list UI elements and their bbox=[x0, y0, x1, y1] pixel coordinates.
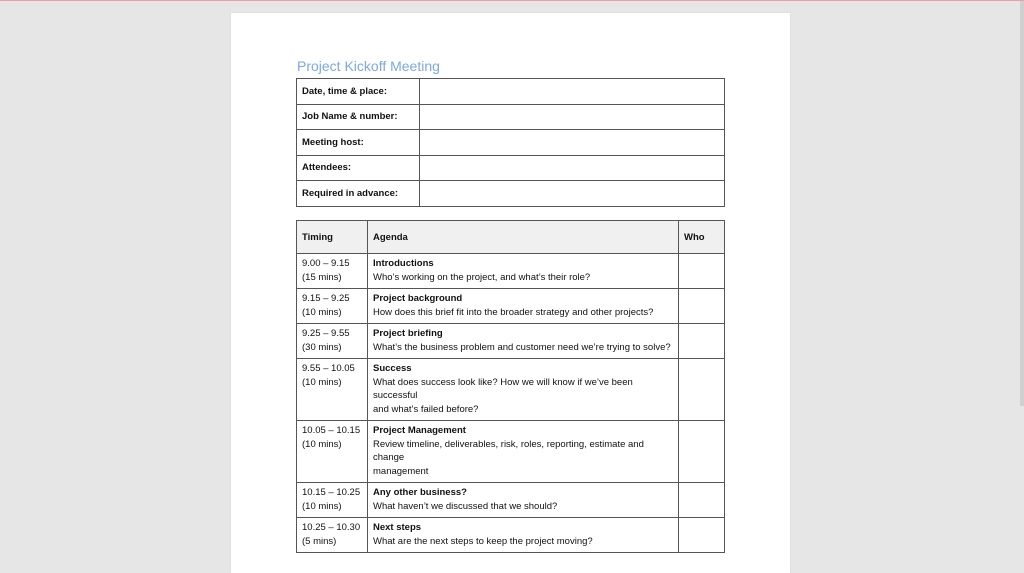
time-range: 9.55 – 10.05 bbox=[302, 363, 355, 374]
who-cell[interactable] bbox=[679, 254, 725, 289]
agenda-item-title: Success bbox=[373, 363, 412, 374]
timing-cell[interactable] bbox=[297, 359, 368, 421]
window-top-border bbox=[0, 0, 1024, 1]
info-value-cell[interactable] bbox=[420, 181, 725, 207]
info-value-cell[interactable] bbox=[420, 155, 725, 181]
agenda-item-title: Project briefing bbox=[373, 328, 443, 339]
document-title[interactable]: Project Kickoff Meeting bbox=[297, 58, 440, 74]
info-value-cell[interactable] bbox=[420, 104, 725, 130]
duration: (10 mins) bbox=[302, 500, 342, 512]
info-label[interactable]: Job Name & number: bbox=[297, 104, 420, 130]
duration: (30 mins) bbox=[302, 341, 342, 353]
who-cell[interactable] bbox=[679, 483, 725, 518]
timing-cell[interactable] bbox=[297, 483, 368, 518]
duration: (10 mins) bbox=[302, 438, 342, 450]
time-range: 9.15 – 9.25 bbox=[302, 293, 350, 304]
agenda-item-title: Next steps bbox=[373, 522, 422, 533]
who-cell[interactable] bbox=[679, 289, 725, 324]
agenda-header-row bbox=[297, 221, 725, 254]
duration: (10 mins) bbox=[302, 306, 342, 318]
info-label[interactable]: Date, time & place: bbox=[297, 79, 420, 105]
info-label[interactable]: Meeting host: bbox=[297, 130, 420, 156]
agenda-item-title: Introductions bbox=[373, 258, 434, 269]
time-range: 9.00 – 9.15 bbox=[302, 258, 350, 269]
agenda-item-description: Who’s working on the project, and what’s their role? bbox=[373, 271, 591, 283]
agenda-item-title: Project Management bbox=[373, 425, 466, 436]
agenda-row bbox=[297, 359, 725, 421]
info-value-cell[interactable] bbox=[420, 130, 725, 156]
duration: (5 mins) bbox=[302, 535, 337, 547]
agenda-item-description: and what’s failed before? bbox=[373, 403, 479, 415]
agenda-item-description: management bbox=[373, 465, 429, 477]
agenda-item-description: What’s the business problem and customer need we’re trying to solve? bbox=[373, 341, 671, 353]
agenda-row bbox=[297, 254, 725, 289]
agenda-cell[interactable] bbox=[368, 421, 679, 483]
agenda-item-description: What are the next steps to keep the project moving? bbox=[373, 535, 593, 547]
timing-cell[interactable] bbox=[297, 254, 368, 289]
duration: (10 mins) bbox=[302, 376, 342, 388]
info-row-attendees bbox=[297, 155, 725, 181]
info-row-date bbox=[297, 79, 725, 105]
agenda-cell[interactable] bbox=[368, 483, 679, 518]
info-label[interactable]: Attendees: bbox=[297, 155, 420, 181]
agenda-item-description: How does this brief fit into the broader strategy and other projects? bbox=[373, 306, 654, 318]
who-header[interactable]: Who bbox=[679, 221, 725, 254]
agenda-row bbox=[297, 421, 725, 483]
info-row-job bbox=[297, 104, 725, 130]
agenda-cell[interactable] bbox=[368, 254, 679, 289]
agenda-row bbox=[297, 289, 725, 324]
vertical-scrollbar[interactable] bbox=[1020, 1, 1024, 406]
agenda-header[interactable]: Agenda bbox=[368, 221, 679, 254]
agenda-item-description: Review timeline, deliverables, risk, roles, reporting, estimate and change bbox=[373, 438, 644, 463]
agenda-table bbox=[296, 220, 725, 553]
timing-cell[interactable] bbox=[297, 518, 368, 553]
agenda-row bbox=[297, 483, 725, 518]
info-value-cell[interactable] bbox=[420, 79, 725, 105]
agenda-item-description: What haven’t we discussed that we should? bbox=[373, 500, 558, 512]
agenda-item-title: Project background bbox=[373, 293, 463, 304]
agenda-row bbox=[297, 518, 725, 553]
who-cell[interactable] bbox=[679, 359, 725, 421]
timing-cell[interactable] bbox=[297, 421, 368, 483]
agenda-cell[interactable] bbox=[368, 324, 679, 359]
agenda-cell[interactable] bbox=[368, 359, 679, 421]
time-range: 10.15 – 10.25 bbox=[302, 487, 361, 498]
agenda-item-title: Any other business? bbox=[373, 487, 467, 498]
timing-cell[interactable] bbox=[297, 324, 368, 359]
agenda-cell[interactable] bbox=[368, 518, 679, 553]
document-page[interactable] bbox=[231, 13, 790, 573]
timing-header[interactable]: Timing bbox=[297, 221, 368, 254]
duration: (15 mins) bbox=[302, 271, 342, 283]
info-row-required bbox=[297, 181, 725, 207]
timing-cell[interactable] bbox=[297, 289, 368, 324]
who-cell[interactable] bbox=[679, 421, 725, 483]
time-range: 9.25 – 9.55 bbox=[302, 328, 350, 339]
agenda-item-description: What does success look like? How we will know if we’ve been successful bbox=[373, 376, 633, 401]
info-label[interactable]: Required in advance: bbox=[297, 181, 420, 207]
meeting-info-table bbox=[296, 78, 725, 207]
agenda-cell[interactable] bbox=[368, 289, 679, 324]
info-row-host bbox=[297, 130, 725, 156]
who-cell[interactable] bbox=[679, 324, 725, 359]
who-cell[interactable] bbox=[679, 518, 725, 553]
time-range: 10.25 – 10.30 bbox=[302, 522, 361, 533]
agenda-row bbox=[297, 324, 725, 359]
time-range: 10.05 – 10.15 bbox=[302, 425, 361, 436]
